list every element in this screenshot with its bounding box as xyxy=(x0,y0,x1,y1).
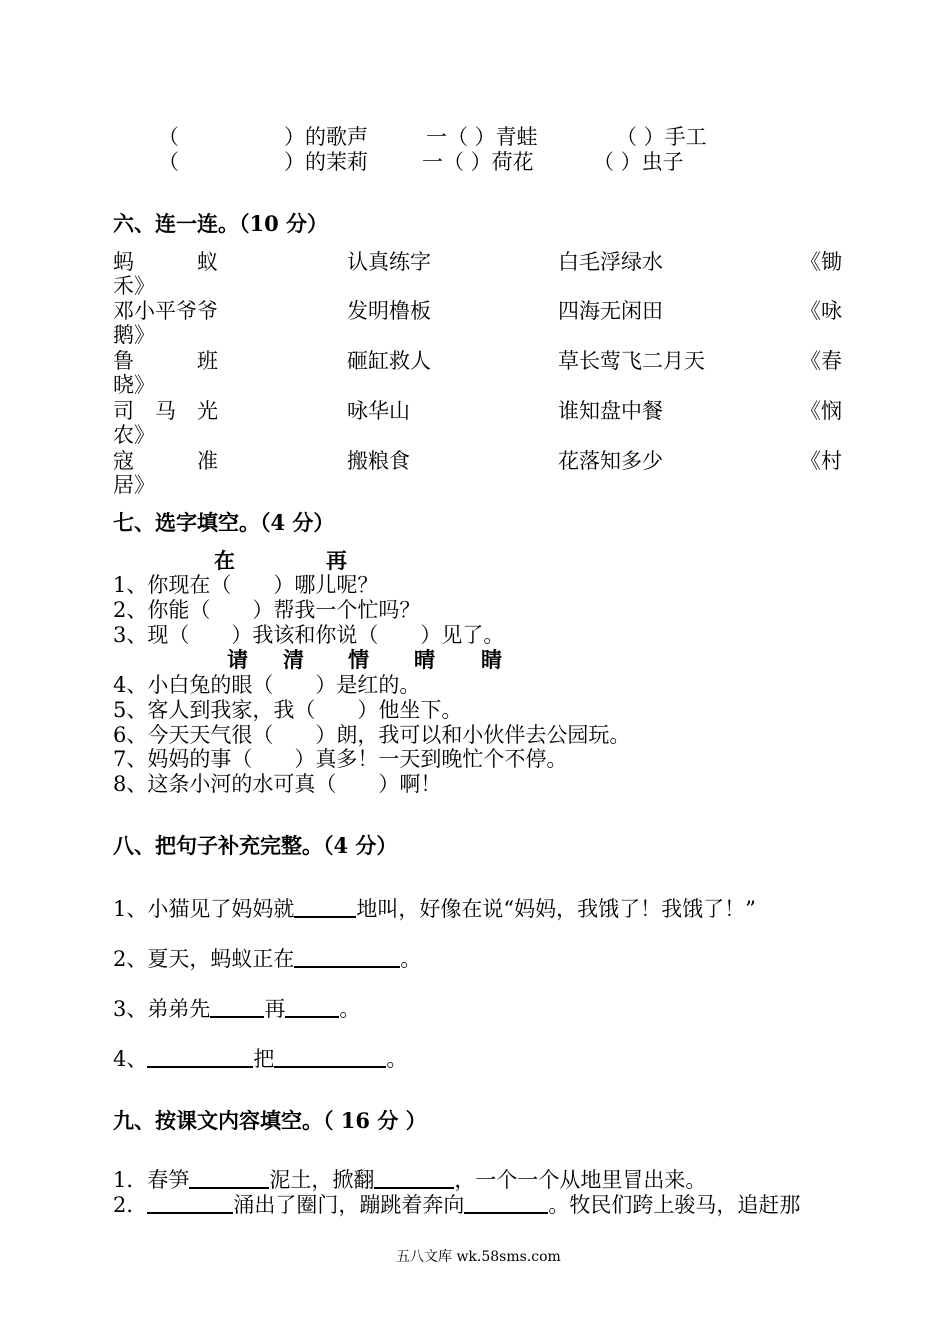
top-cell: 一（ ）青蛙 xyxy=(426,125,538,149)
fill-line-1 xyxy=(113,1167,706,1193)
match-poem: 《锄 xyxy=(800,250,842,274)
answer-blank[interactable] xyxy=(147,1192,233,1214)
answer-blank[interactable] xyxy=(189,1167,269,1189)
match-deed: 认真练字 xyxy=(347,250,431,274)
match-deed: 发明橹板 xyxy=(347,299,431,323)
match-person: 寇 准 xyxy=(113,449,218,473)
sentence-text: 3、弟弟先 xyxy=(113,997,211,1021)
char-option: 睛 xyxy=(481,647,502,672)
section-8-title: 八、把句子补充完整。（4 分） xyxy=(113,833,398,858)
top-cell: 一（ ）荷花 xyxy=(422,150,534,174)
sentence-text: 。 xyxy=(400,947,422,971)
question-item: 6、今天天气很（ ）朗，我可以和小伙伴去公园玩。 xyxy=(113,723,631,747)
question-item: 3、现（ ）我该和你说（ ）见了。 xyxy=(113,623,505,647)
match-line: 谁知盘中餐 xyxy=(558,399,663,423)
answer-blank[interactable] xyxy=(147,1046,253,1068)
top-cell: ）的茉莉 xyxy=(284,150,368,174)
match-poem: 《村 xyxy=(800,449,842,473)
section-7-title: 七、选字填空。（4 分） xyxy=(113,510,335,535)
line-text: 2． xyxy=(113,1193,148,1217)
answer-blank[interactable] xyxy=(464,1192,548,1214)
sentence-3 xyxy=(113,996,360,1022)
answer-blank[interactable] xyxy=(294,896,356,918)
section-9-title: 九、按课文内容填空。（ 16 分 ） xyxy=(113,1108,427,1133)
line-text: 泥土，掀翻 xyxy=(269,1168,375,1192)
match-line: 草长莺飞二月天 xyxy=(558,349,705,373)
line-text: ，一个一个从地里冒出来。 xyxy=(454,1168,707,1192)
match-poem-wrap: 鹅》 xyxy=(113,323,155,347)
sentence-1 xyxy=(113,896,756,922)
match-person: 邓小平爷爷 xyxy=(113,299,218,323)
match-poem-wrap: 晓》 xyxy=(113,373,155,397)
sentence-text: 4、 xyxy=(113,1047,148,1071)
match-deed: 砸缸救人 xyxy=(347,349,431,373)
sentence-text: 。 xyxy=(386,1047,408,1071)
answer-blank[interactable] xyxy=(274,1046,386,1068)
footer-watermark: 五八文库 wk.58sms.com xyxy=(396,1249,561,1265)
answer-blank[interactable] xyxy=(294,946,400,968)
match-poem: 《悯 xyxy=(800,399,842,423)
sentence-text: 地叫，好像在说“妈妈，我饿了！我饿了！” xyxy=(356,897,756,921)
section-6-title: 六、连一连。（10 分） xyxy=(113,211,329,236)
top-cell: （ xyxy=(158,150,179,174)
line-text: 1．春笋 xyxy=(113,1168,190,1192)
line-text: 涌出了圈门，蹦跳着奔向 xyxy=(233,1193,465,1217)
top-cell: （ ）虫子 xyxy=(593,150,684,174)
char-option: 再 xyxy=(326,548,347,573)
char-option: 在 xyxy=(214,548,235,573)
match-person: 蚂 蚁 xyxy=(113,250,218,274)
fill-line-2 xyxy=(113,1192,800,1218)
top-cell: （ ）手工 xyxy=(616,125,707,149)
match-person: 司 马 光 xyxy=(113,399,218,423)
match-poem: 《咏 xyxy=(800,299,842,323)
question-item: 5、客人到我家，我（ ）他坐下。 xyxy=(113,698,463,722)
question-item: 1、你现在（ ）哪儿呢？ xyxy=(113,573,379,597)
match-line: 四海无闲田 xyxy=(558,299,663,323)
question-item: 7、妈妈的事（ ）真多！一天到晚忙个不停。 xyxy=(113,747,568,771)
match-poem: 《春 xyxy=(800,349,842,373)
sentence-2 xyxy=(113,946,421,972)
match-poem-wrap: 禾》 xyxy=(113,274,155,298)
sentence-text: 把 xyxy=(253,1047,275,1071)
top-cell: ）的歌声 xyxy=(284,125,368,149)
question-item: 4、小白兔的眼（ ）是红的。 xyxy=(113,673,421,697)
answer-blank[interactable] xyxy=(374,1167,454,1189)
char-option: 请 xyxy=(227,647,248,672)
question-item: 8、这条小河的水可真（ ）啊！ xyxy=(113,772,442,796)
answer-blank[interactable] xyxy=(285,996,339,1018)
line-text: 。牧民们跨上骏马，追赶那 xyxy=(548,1193,801,1217)
sentence-4 xyxy=(113,1046,407,1072)
char-option: 清 xyxy=(283,647,304,672)
sentence-text: 再 xyxy=(264,997,286,1021)
match-person: 鲁 班 xyxy=(113,349,218,373)
question-item: 2、你能（ ）帮我一个忙吗？ xyxy=(113,598,421,622)
char-option: 情 xyxy=(348,647,369,672)
sentence-text: 2、夏天，蚂蚁正在 xyxy=(113,947,295,971)
char-option: 晴 xyxy=(414,647,435,672)
match-line: 白毛浮绿水 xyxy=(558,250,663,274)
top-cell: （ xyxy=(158,125,179,149)
match-deed: 搬粮食 xyxy=(347,449,410,473)
answer-blank[interactable] xyxy=(210,996,264,1018)
match-deed: 咏华山 xyxy=(347,399,410,423)
match-poem-wrap: 农》 xyxy=(113,423,155,447)
sentence-text: 1、小猫见了妈妈就 xyxy=(113,897,295,921)
match-line: 花落知多少 xyxy=(558,449,663,473)
sentence-text: 。 xyxy=(339,997,361,1021)
match-poem-wrap: 居》 xyxy=(113,473,155,497)
